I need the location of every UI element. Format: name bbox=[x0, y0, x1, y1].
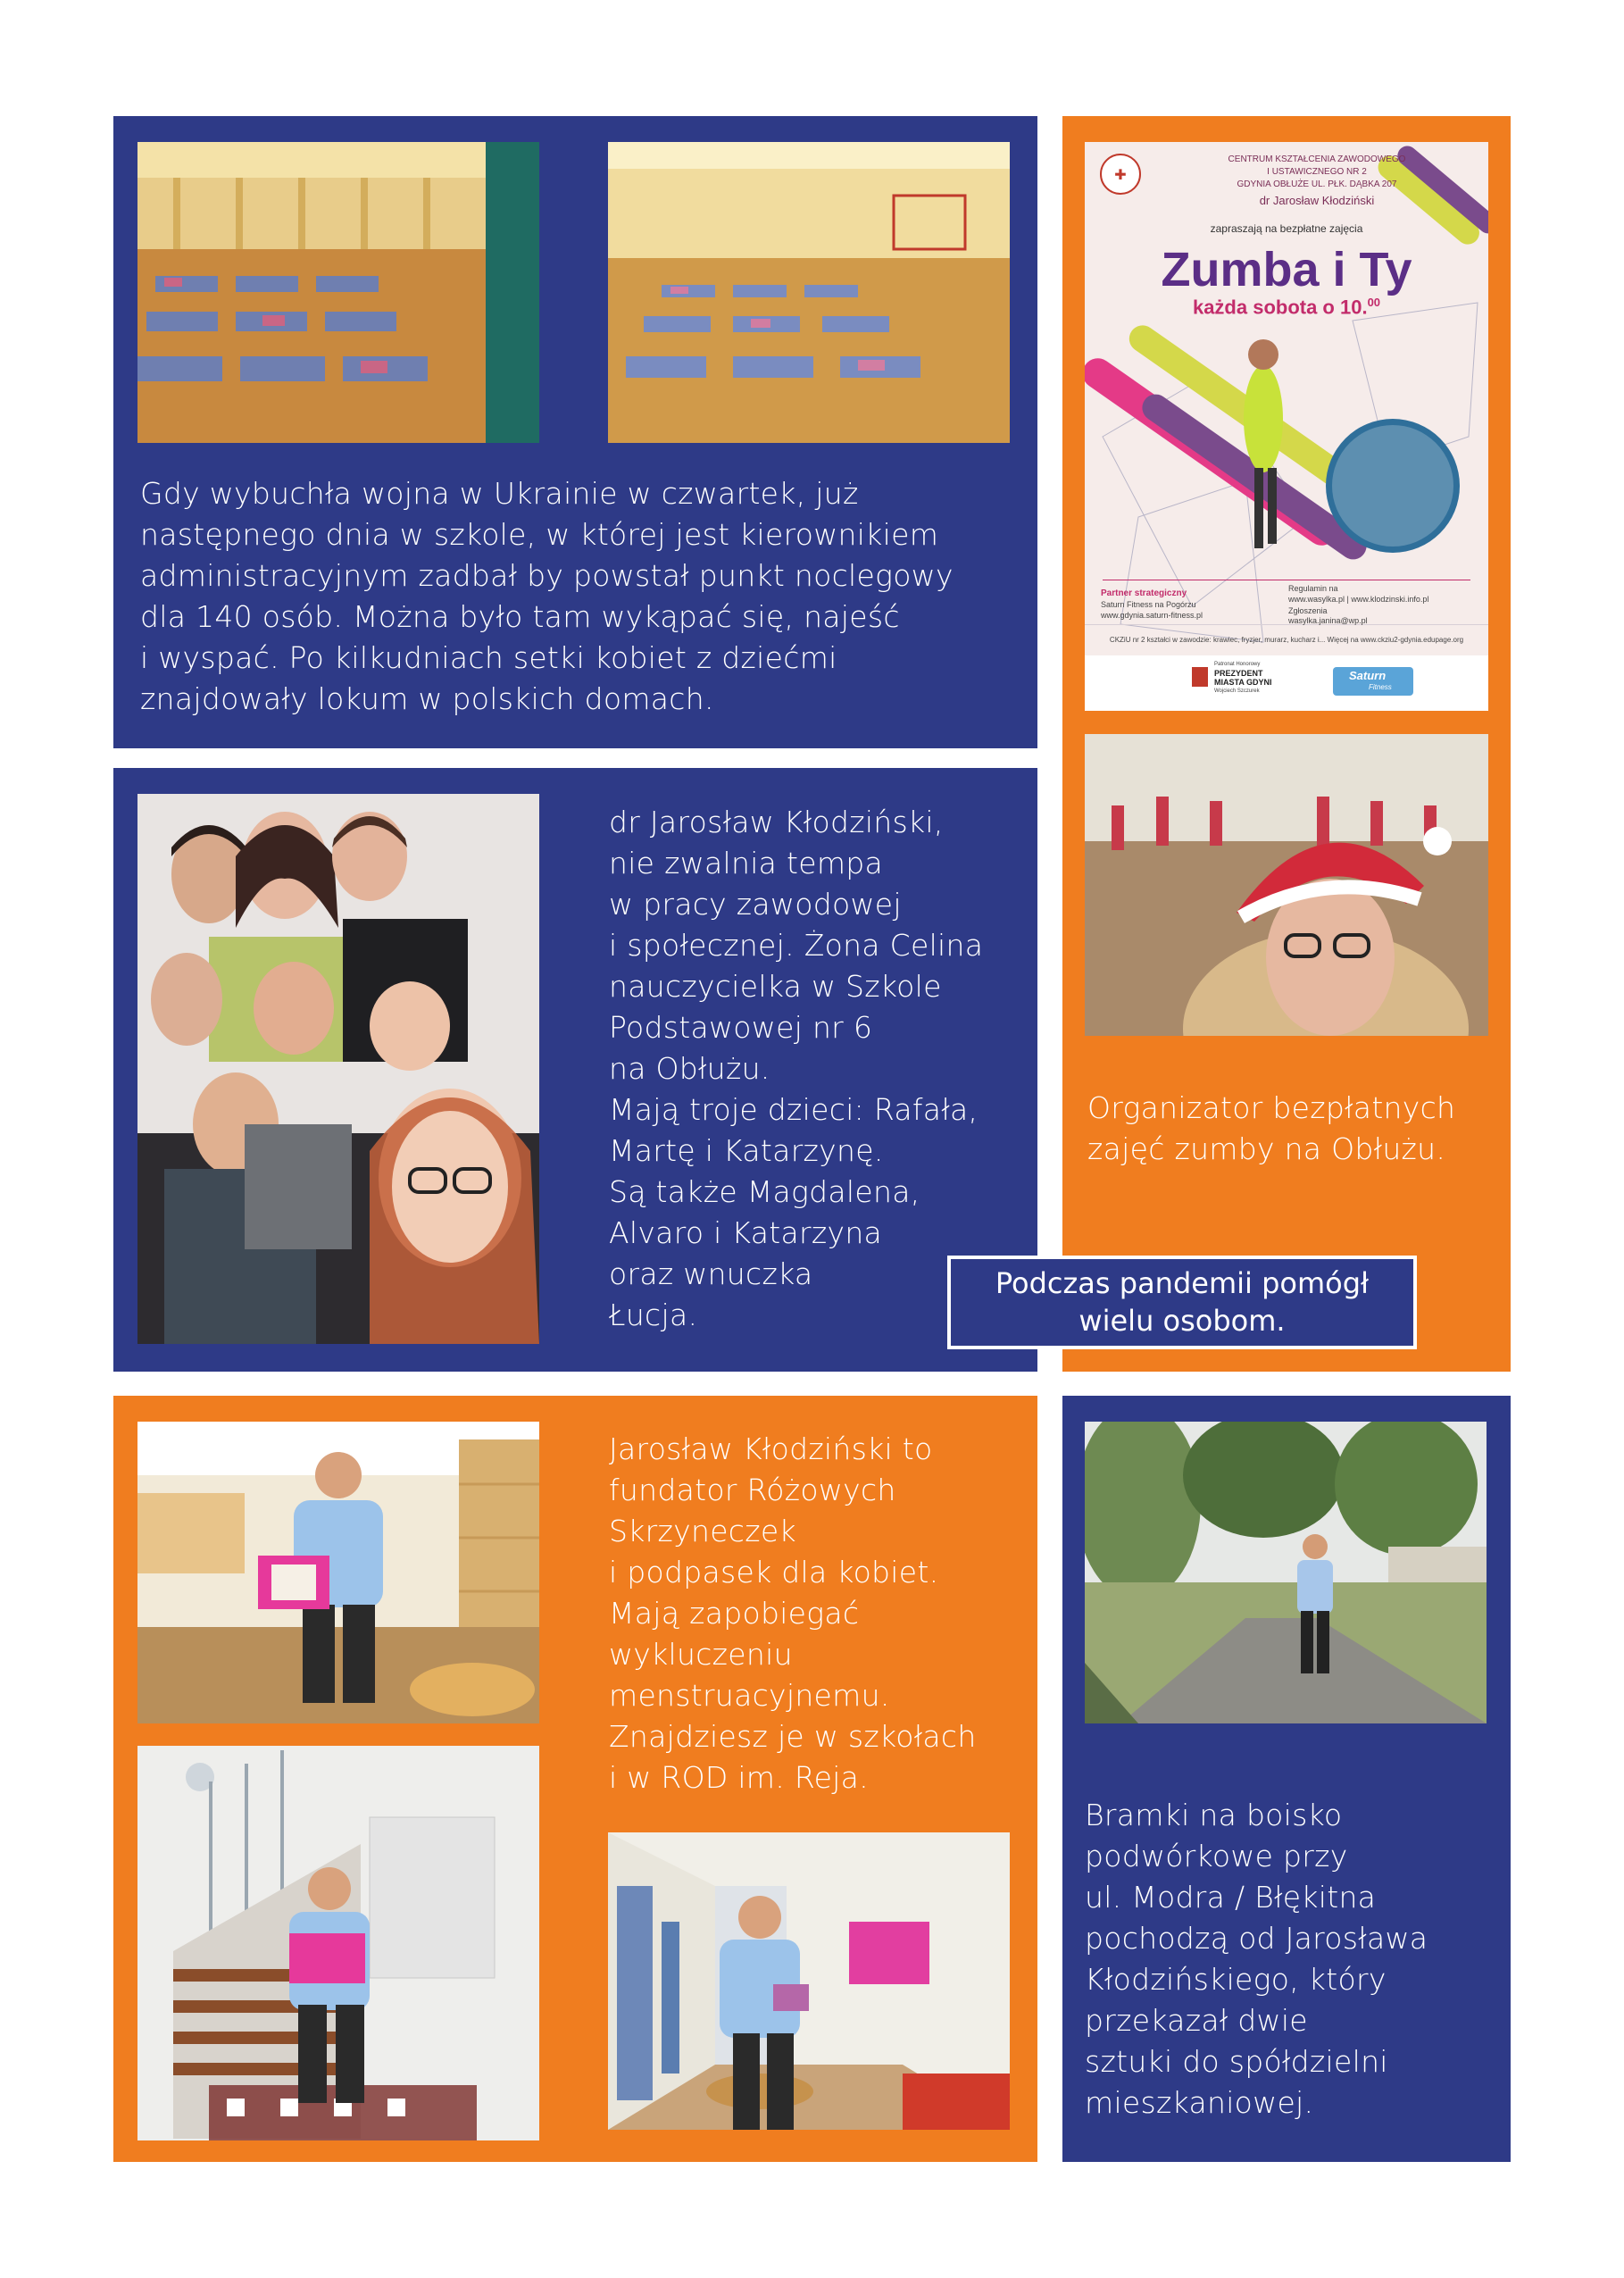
poster-partner-title: Partner strategiczny bbox=[1101, 588, 1187, 598]
poster-footer: CKZiU nr 2 kształci w zawodzie: krawiec, fryzjer, murarz, kucharz i... Więcej na www.ckziu2-gdynia.edupage.org bbox=[1109, 636, 1464, 644]
poster-partner-url: www.gdynia.saturn-fitness.pl bbox=[1101, 611, 1203, 620]
goals-text: Bramki na boisko podwórkowe przy ul. Modra / Błękitna pochodzą od Jarosława Kłodzińskiego, który przekazał dwie sztuki do spółdzielni mieszkaniowej. bbox=[1085, 1798, 1428, 2120]
poster-org-line1: CENTRUM KSZTAŁCENIA ZAWODOWEGO bbox=[1228, 154, 1406, 164]
poster-partner-name: Saturn Fitness na Pogórzu bbox=[1101, 600, 1196, 609]
zumba-poster bbox=[1085, 142, 1488, 711]
family-text: dr Jarosław Kłodziński, nie zwalnia tempa w pracy zawodowej i społecznej. Żona Celina nauczycielka w Szkole Podstawowej nr 6 na Obłużu. Mają troje dzieci: Rafała, Martę i Katarzynę. Są także Magdalena, Alvaro i Katarzyna oraz wnuczka Łucja. bbox=[609, 805, 984, 1332]
svg-text:✚: ✚ bbox=[1114, 166, 1127, 183]
poster-sponsor1-name: Wojciech Szczurek bbox=[1214, 688, 1260, 694]
poster-schedule bbox=[1085, 296, 1488, 319]
poster-signup-title: Zgłoszenia bbox=[1288, 606, 1328, 615]
photo-pink-box-corridor bbox=[608, 1832, 1010, 2130]
poster-invite: zapraszają na bezpłatne zajęcia bbox=[1210, 222, 1363, 235]
poster-signup-email: wasylka.janina@wp.pl bbox=[1288, 616, 1368, 625]
poster-person: dr Jarosław Kłodziński bbox=[1259, 194, 1375, 207]
photo-pink-box-stairs bbox=[137, 1746, 539, 2140]
photo-family bbox=[137, 794, 539, 1344]
poster-reg-urls: www.wasylka.pl | www.klodzinski.info.pl bbox=[1288, 595, 1429, 604]
photo-pink-box-school-1 bbox=[137, 1422, 539, 1723]
photo-gym-beds-1 bbox=[137, 142, 539, 443]
pandemic-callout: Podczas pandemii pomógł wielu osobom. bbox=[947, 1256, 1417, 1349]
poster-sponsor2: Saturn bbox=[1349, 669, 1387, 682]
poster-reg-title: Regulamin na bbox=[1288, 584, 1338, 593]
poster-sponsor1: PREZYDENT MIASTA GDYNI bbox=[1214, 669, 1272, 687]
photo-zumba-selfie bbox=[1085, 734, 1488, 1036]
poster-schedule-sup: 00 bbox=[1367, 296, 1381, 309]
poster-sponsor1-small: Patronat Honorowy bbox=[1214, 662, 1261, 667]
poster-title: Zumba i Ty bbox=[1161, 243, 1412, 296]
photo-park bbox=[1085, 1422, 1487, 1723]
poster-org-line3: GDYNIA OBŁUŻE UL. PŁK. DĄBKA 207 bbox=[1237, 179, 1397, 189]
zumba-caption: Organizator bezpłatnych zajęć zumby na Obłużu. bbox=[1087, 1090, 1456, 1166]
pink-boxes-text: Jarosław Kłodziński to fundator Różowych Skrzyneczek i podpasek dla kobiet. Mają zapobiegać wykluczeniu menstruacyjnemu. Znajdziesz je w szkołach i w ROD im. Reja. bbox=[609, 1431, 977, 1795]
photo-gym-beds-2 bbox=[608, 142, 1010, 443]
poster-schedule-text: każda sobota o 10. bbox=[1192, 296, 1368, 319]
poster-sponsor2-sub: Fitness bbox=[1369, 683, 1392, 691]
poster-org-line2: I USTAWICZNEGO NR 2 bbox=[1267, 167, 1367, 177]
shelter-text: Gdy wybuchła wojna w Ukrainie w czwartek, już następnego dnia w szkole, w której jest kierownikiem administracyjnym zadbał by powstał punkt noclegowy dla 140 osób. Można było tam wykąpać się, najeść i wyspać. Po kilkudniach setki kobiet z dziećmi znajdowały lokum w polskich domach. bbox=[140, 476, 954, 716]
